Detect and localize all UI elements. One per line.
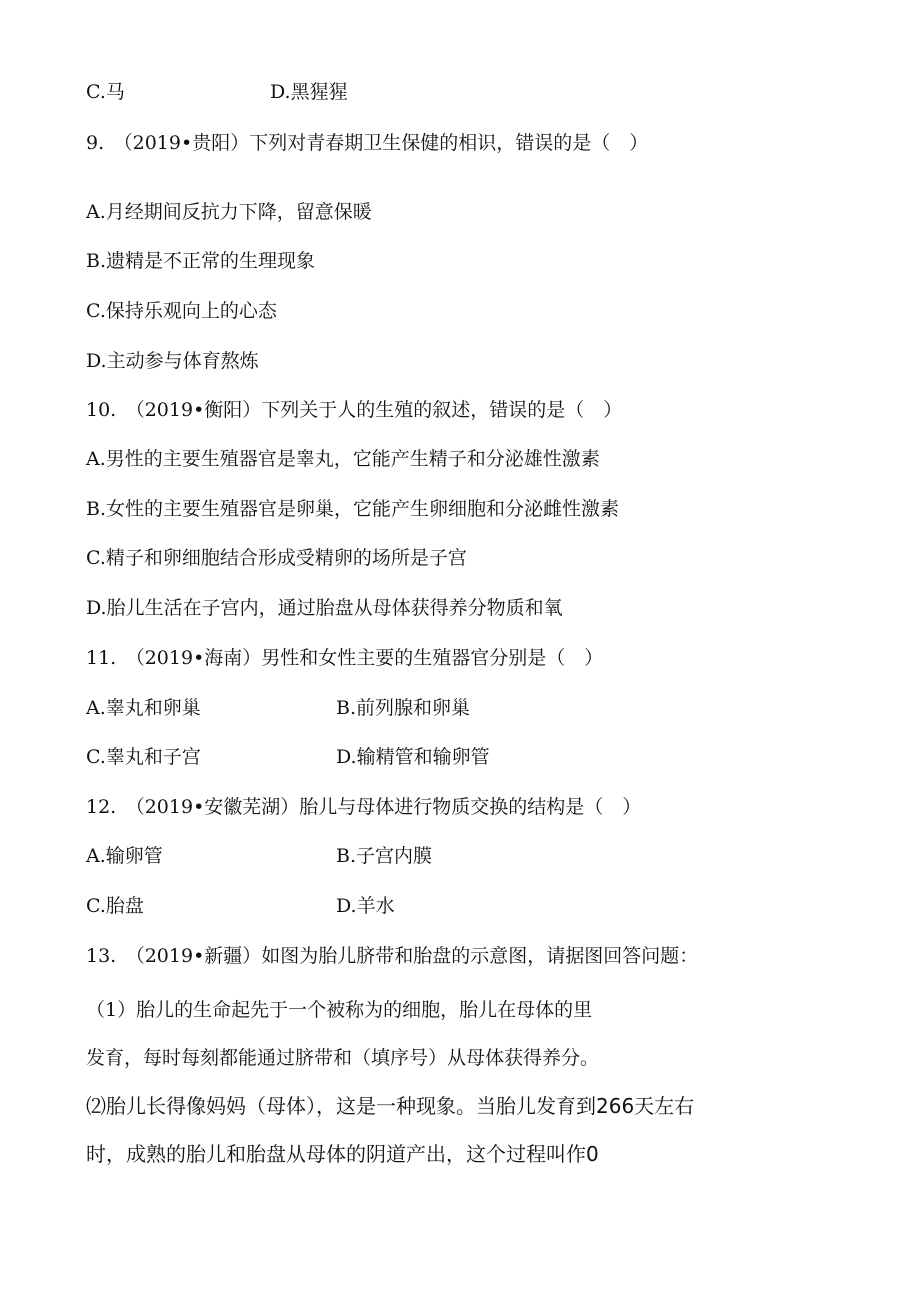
q9-option-d: D.主动参与体育熬炼: [86, 350, 259, 372]
q13-part2-line2: 时，成熟的胎儿和胎盘从母体的阴道产出，这个过程叫作0: [86, 1142, 599, 1166]
q10-option-b: B.女性的主要生殖器官是卵巢，它能产生卵细胞和分泌雌性激素: [86, 498, 620, 520]
q8-option-c: C.马: [86, 81, 125, 103]
q12-option-d: D.羊水: [336, 895, 395, 917]
q13-part1-line2: 发育，每时每刻都能通过脐带和（填序号）从母体获得养分。: [86, 1047, 600, 1069]
q11-option-b: B.前列腺和卵巢: [336, 697, 471, 719]
q8-option-d: D.黑猩猩: [270, 81, 348, 103]
q12-option-a: A.输卵管: [86, 845, 163, 867]
q12-option-b: B.子宫内膜: [336, 845, 433, 867]
q11-option-c: C.睾丸和子宫: [86, 746, 201, 768]
q13-part1-line1: （1）胎儿的生命起先于一个被称为的细胞，胎儿在母体的里: [86, 999, 593, 1021]
q9-option-b: B.遗精是不正常的生理现象: [86, 250, 316, 272]
q12-stem: 12. （2019•安徽芜湖）胎儿与母体进行物质交换的结构是（ ）: [86, 796, 642, 818]
q10-option-c: C.精子和卵细胞结合形成受精卵的场所是子宫: [86, 547, 467, 569]
q10-option-a: A.男性的主要生殖器官是睾丸，它能产生精子和分泌雄性激素: [86, 448, 600, 470]
q12-option-c: C.胎盘: [86, 895, 144, 917]
q11-option-d: D.输精管和输卵管: [336, 746, 490, 768]
q10-option-d: D.胎儿生活在子宫内，通过胎盘从母体获得养分物质和氧: [86, 597, 563, 619]
q10-stem: 10. （2019•衡阳）下列关于人的生殖的叙述，错误的是（ ）: [86, 399, 623, 421]
q8-options-row: [86, 79, 348, 105]
q11-stem: 11. （2019•海南）男性和女性主要的生殖器官分别是（ ）: [86, 647, 604, 669]
q9-stem: 9. （2019•贵阳）下列对青春期卫生保健的相识，错误的是（ ）: [86, 132, 649, 154]
q9-option-c: C.保持乐观向上的心态: [86, 300, 277, 322]
q12-options-row-2: [86, 893, 395, 919]
q11-option-a: A.睾丸和卵巢: [86, 697, 201, 719]
q13-stem: 13. （2019•新疆）如图为胎儿脐带和胎盘的示意图，请据图回答问题：: [86, 945, 699, 967]
q12-options-row-1: [86, 843, 433, 869]
q11-options-row-2: [86, 744, 490, 770]
q9-option-a: A.月经期间反抗力下降，留意保暖: [86, 201, 372, 223]
q11-options-row-1: [86, 695, 471, 721]
q13-part2-line1: ⑵胎儿长得像妈妈（母体），这是一种现象。当胎儿发育到266天左右: [86, 1094, 695, 1118]
